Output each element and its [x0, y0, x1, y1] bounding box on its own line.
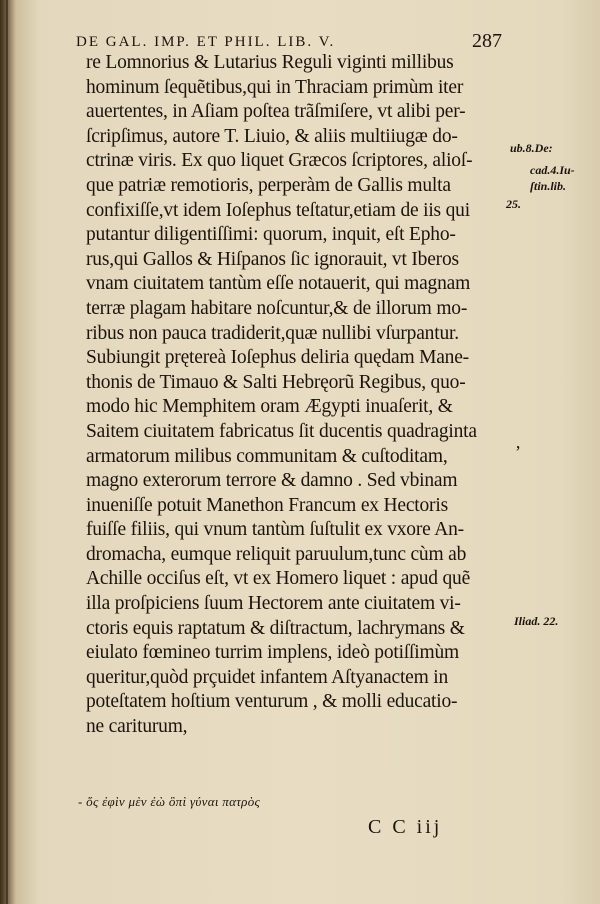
text-line: Achille occiſus eſt, vt ex Homero liquet : apud quẽ — [86, 568, 471, 590]
text-line: auertentes, in Aſiam poſtea trãſmiſere, vt alibi per- — [86, 101, 466, 123]
text-line: putantur diligentiſſimi: quorum, inquit, eſt Epho- — [86, 224, 456, 246]
text-line: modo hic Memphitem oram Ægypti inuaſerit, & — [86, 396, 453, 418]
page-number: 287 — [472, 30, 502, 52]
margin-note-justin-3: 25. — [506, 197, 521, 211]
text-line: confixiſſe,vt idem Ioſephus teſtatur,etiam de iis qui — [86, 199, 470, 221]
text-line: thonis de Timauo & Salti Hebręorũ Regibus, quo- — [86, 371, 466, 393]
text-line: ſcripſimus, autore T. Liuio, & aliis multiiugæ do- — [86, 125, 458, 147]
text-line: ne cariturum, — [86, 716, 188, 738]
text-line: dromacha, eumque reliquit paruulum,tunc cùm ab — [86, 543, 467, 565]
text-line: re Lomnorius & Lutarius Reguli viginti millibus — [86, 52, 454, 73]
text-line: ctrinæ viris. Ex quo liquet Græcos ſcriptores, alioſ- — [86, 150, 473, 172]
text-line: Saitem ciuitatem fabricatus ſit ducentis quadraginta — [86, 420, 477, 442]
text-line: magno exterorum terrore & damno . Sed vbinam — [86, 470, 458, 492]
text-line: ribus non pauca tradiderit,quæ nullibi vſurpantur. — [86, 322, 459, 344]
signature-mark: C C iij — [368, 816, 443, 838]
body-text — [86, 51, 526, 740]
margin-note-livy: ub.8.De: — [510, 141, 553, 155]
text-line: que patriæ remotioris, perperàm de Gallis multa — [86, 174, 451, 196]
text-line: hominum ſequẽtibus,qui in Thraciam primùm iter — [86, 76, 464, 98]
margin-note-iliad: Iliad. 22. — [514, 614, 559, 628]
greek-quotation: - ὅς ἐφὶν μὲν ἐὼ ὃπὶ γύναι πατρὸς — [78, 794, 261, 809]
text-line: Subiungit prętereà Ioſephus deliria quędam Mane- — [86, 347, 469, 369]
text-line: armatorum milibus communitam & cuſtoditam, — [86, 445, 448, 467]
binding-gutter — [6, 0, 8, 904]
margin-note-justin-2: ſtin.lib. — [530, 179, 567, 193]
text-line: rus,qui Gallos & Hiſpanos ſic ignorauit, vt Iberos — [86, 248, 459, 270]
text-line: terræ plagam habitare noſcuntur,& de illorum mo- — [86, 297, 468, 319]
text-line: eiulato fœmineo turrim implens, ideò potiſſimùm — [86, 642, 459, 664]
text-line: ctoris equis raptatum & diſtractum, lachrymans & — [86, 617, 465, 639]
text-line: fuiſſe filiis, qui vnum tantùm ſuſtulit ex vxore An- — [86, 519, 464, 541]
margin-note-justin-1: cad.4.Iu- — [530, 163, 575, 177]
text-line: vnam ciuitatem tantùm eſſe notauerit, qui magnam — [86, 273, 471, 295]
stray-mark: ‚ — [515, 432, 521, 452]
text-line: illa proſpiciens ſuum Hectorem ante ciuitatem vi- — [86, 593, 461, 615]
text-line: inueniſſe potuit Manethon Francum ex Hectoris — [86, 494, 448, 516]
text-line: poteſtatem hoſtium venturum , & molli educatio- — [86, 691, 458, 713]
running-title: DE GAL. IMP. ET PHIL. LIB. V. — [76, 34, 336, 50]
text-line: queritur,quòd prçuidet infantem Aſtyanactem in — [86, 666, 449, 688]
